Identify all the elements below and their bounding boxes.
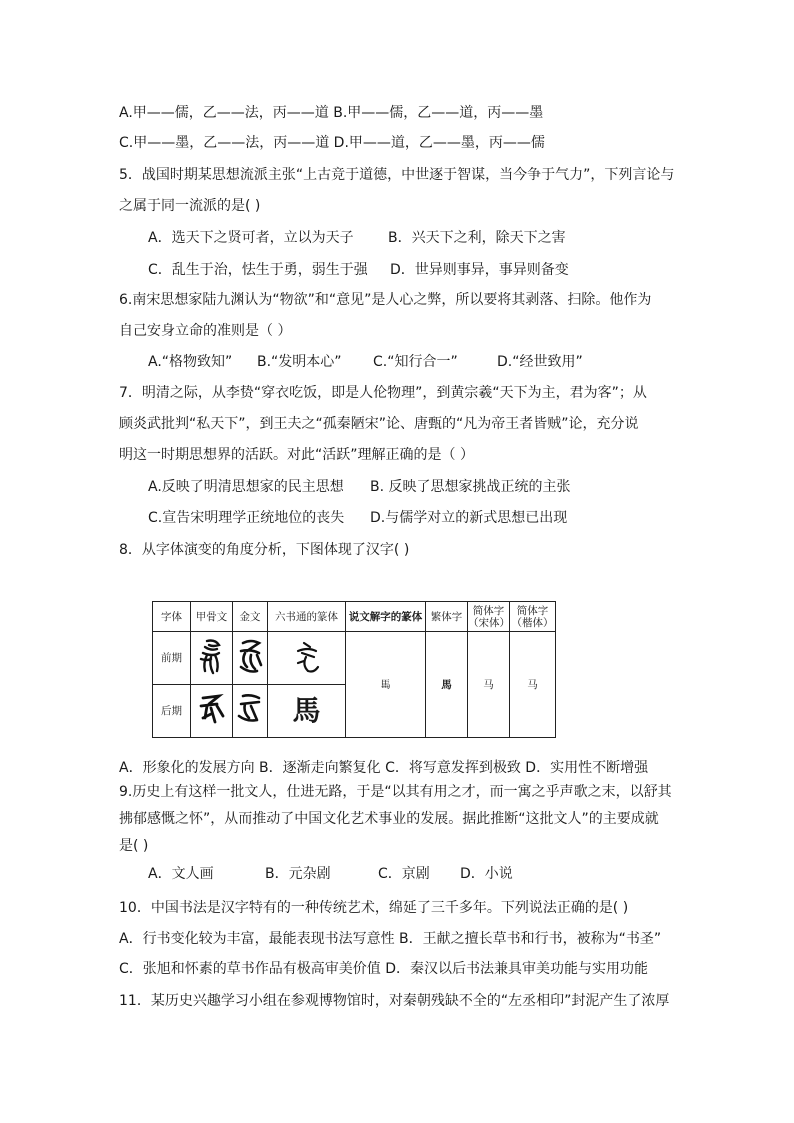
row-label-late: 后期 bbox=[153, 685, 191, 738]
q9-option-a: A．文人画 bbox=[148, 866, 214, 882]
q10-options-line-1: A．行书变化较为丰富，最能表现书法写意性 B．王献之擅长草书和行书，被称为“书圣” bbox=[119, 931, 662, 947]
oracle-horse-early-icon bbox=[197, 637, 227, 677]
header-font: 字体 bbox=[153, 602, 191, 632]
row-label-early: 前期 bbox=[153, 632, 191, 685]
q5-option-b: B．兴天下之利，除天下之害 bbox=[388, 230, 566, 246]
q11-stem-line-1: 11．某历史兴趣学习小组在参观博物馆时，对秦朝残缺不全的“左丞相印”封泥产生了浓厚 bbox=[119, 993, 670, 1009]
q7-option-a: A.反映了明清思想家的民主思想 bbox=[148, 479, 344, 495]
q10-options-line-2: C．张旭和怀素的草书作品有极高审美价值 D．秦汉以后书法兼具审美功能与实用功能 bbox=[119, 961, 649, 977]
q6-option-d: D.“经世致用” bbox=[497, 354, 583, 370]
q9-stem-line-3: 是( ) bbox=[119, 838, 149, 854]
bronze-horse-early-icon bbox=[235, 637, 265, 677]
seal-horse-early-icon bbox=[290, 637, 324, 677]
q6-option-a: A.“格物致知” bbox=[148, 354, 233, 370]
oracle-horse-late-icon bbox=[197, 692, 227, 728]
q4-options-line-2: C.甲——墨，乙——法，丙——道 D.甲——道，乙——墨，丙——儒 bbox=[119, 135, 545, 151]
header-simplified-kai: 简体字（楷体） bbox=[510, 602, 556, 632]
header-oracle-bone: 甲骨文 bbox=[191, 602, 233, 632]
simplified-kai-glyph: 马 bbox=[510, 632, 556, 738]
simplified-song-glyph: 马 bbox=[468, 632, 510, 738]
q7-option-d: D.与儒学对立的新式思想已出现 bbox=[370, 510, 568, 526]
header-simplified-song: 简体字（宋体） bbox=[468, 602, 510, 632]
bronze-glyph-early bbox=[233, 632, 268, 685]
liushutong-glyph-early bbox=[268, 632, 346, 685]
character-evolution-table bbox=[152, 601, 556, 738]
oracle-glyph-early bbox=[191, 632, 233, 685]
q5-stem-line-1: 5．战国时期某思想流派主张“上古竞于道德，中世逐于智谋，当今争于气力”，下列言论与 bbox=[119, 167, 675, 183]
q9-stem-line-1: 9.历史上有这样一批文人，仕进无路，于是“以其有用之才，而一寓之乎声歌之末，以舒其 bbox=[119, 784, 672, 800]
q8-stem: 8．从字体演变的角度分析，下图体现了汉字( ) bbox=[119, 542, 410, 558]
header-liushutong-seal: 六书通的篆体 bbox=[268, 602, 346, 632]
q7-stem-line-2: 顾炎武批判“私天下”，到王夫之“孤秦陋宋”论、唐甄的“凡为帝王者皆贼”论，充分说 bbox=[119, 416, 639, 432]
q9-option-c: C．京剧 bbox=[378, 866, 430, 882]
q9-option-b: B．元杂剧 bbox=[265, 866, 331, 882]
q8-options: A．形象化的发展方向 B．逐渐走向繁复化 C．将写意发挥到极致 D．实用性不断增强 bbox=[119, 760, 649, 776]
oracle-glyph-late bbox=[191, 685, 233, 738]
header-shuowen-seal: 说文解字的篆体 bbox=[346, 602, 426, 632]
header-traditional: 繁体字 bbox=[426, 602, 468, 632]
q7-option-c: C.宣告宋明理学正统地位的丧失 bbox=[148, 510, 345, 526]
shuowen-glyph: 𩡧 bbox=[346, 632, 426, 738]
q6-option-c: C.“知行合一” bbox=[373, 354, 458, 370]
q9-option-d: D．小说 bbox=[460, 866, 513, 882]
q4-options-line-1: A.甲——儒，乙——法，丙——道 B.甲——儒，乙——道，丙——墨 bbox=[119, 105, 544, 121]
q5-option-c: C．乱生于治，怯生于勇，弱生于强 bbox=[148, 262, 368, 278]
q6-stem-line-2: 自己安身立命的准则是（ ） bbox=[119, 323, 292, 339]
q5-option-a: A．选天下之贤可者，立以为天子 bbox=[148, 230, 354, 246]
q9-stem-line-2: 拂郁感慨之怀”，从而推动了中国文化艺术事业的发展。据此推断“这批文人”的主要成就 bbox=[119, 811, 659, 827]
bronze-glyph-late bbox=[233, 685, 268, 738]
q7-option-b: B. 反映了思想家挑战正统的主张 bbox=[370, 479, 571, 495]
liushutong-glyph-late: 馬 bbox=[268, 685, 346, 738]
bronze-horse-late-icon bbox=[235, 692, 265, 728]
q6-stem-line-1: 6.南宋思想家陆九渊认为“物欲”和“意见”是人心之弊，所以要将其剥落、扫除。他作为 bbox=[119, 292, 652, 308]
q5-stem-line-2: 之属于同一流派的是( ) bbox=[119, 198, 261, 214]
q7-stem-line-3: 明这一时期思想界的活跃。对此“活跃”理解正确的是（ ） bbox=[119, 447, 474, 463]
q6-option-b: B.“发明本心” bbox=[257, 354, 342, 370]
traditional-glyph: 馬 bbox=[426, 632, 468, 738]
header-bronze: 金文 bbox=[233, 602, 268, 632]
q7-stem-line-1: 7．明清之际，从李贽“穿衣吃饭，即是人伦物理”，到黄宗羲“天下为主，君为客”；从 bbox=[119, 385, 647, 401]
q10-stem: 10．中国书法是汉字特有的一种传统艺术，绵延了三千多年。下列说法正确的是( ) bbox=[119, 900, 629, 916]
q5-option-d: D．世异则事异，事异则备变 bbox=[390, 262, 569, 278]
